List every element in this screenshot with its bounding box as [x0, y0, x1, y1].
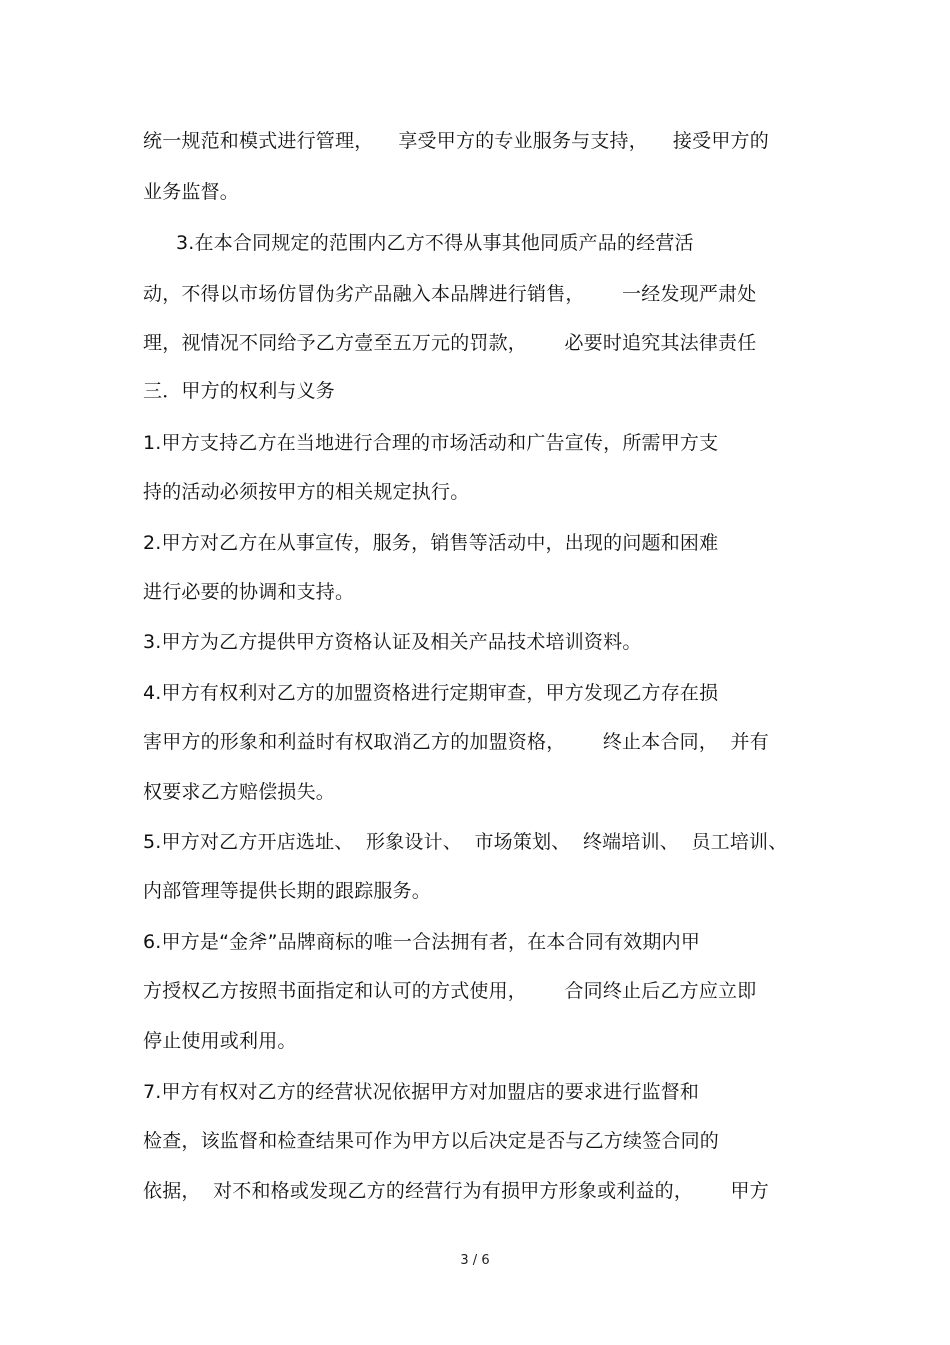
- paragraph-line: 统一规范和模式进行管理， 享受甲方的专业服务与支持， 接受甲方的: [143, 130, 769, 152]
- paragraph-line: 4.甲方有权利对乙方的加盟资格进行定期审查，甲方发现乙方存在损: [143, 682, 719, 704]
- paragraph-line: 方授权乙方按照书面指定和认可的方式使用， 合同终止后乙方应立即: [143, 980, 757, 1002]
- paragraph-line: 6.甲方是“金斧”品牌商标的唯一合法拥有者，在本合同有效期内甲: [143, 931, 701, 953]
- paragraph-line: 7.甲方有权对乙方的经营状况依据甲方对加盟店的要求进行监督和: [143, 1081, 700, 1103]
- paragraph-line: 检查，该监督和检查结果可作为甲方以后决定是否与乙方续签合同的: [143, 1130, 720, 1152]
- paragraph-line: 依据， 对不和格或发现乙方的经营行为有损甲方形象或利益的， 甲方: [143, 1180, 769, 1202]
- paragraph-line: 5.甲方对乙方开店选址、 形象设计、 市场策划、 终端培训、 员工培训、: [143, 831, 788, 853]
- paragraph-line: 动，不得以市场仿冒伪劣产品融入本品牌进行销售， 一经发现严肃处: [143, 283, 757, 305]
- paragraph-line: 停止使用或利用。: [143, 1030, 297, 1052]
- paragraph-line: 权要求乙方赔偿损失。: [143, 781, 336, 803]
- section-heading: 三．甲方的权利与义务: [143, 380, 336, 402]
- paragraph-line: 2.甲方对乙方在从事宣传，服务，销售等活动中，出现的问题和困难: [143, 532, 719, 554]
- paragraph-line: 进行必要的协调和支持。: [143, 581, 355, 603]
- page-number: 3 / 6: [460, 1253, 490, 1268]
- paragraph-line: 1.甲方支持乙方在当地进行合理的市场活动和广告宣传，所需甲方支: [143, 432, 719, 454]
- paragraph-line: 理，视情况不同给予乙方壹至五万元的罚款， 必要时追究其法律责任: [143, 332, 757, 354]
- paragraph-line: 业务监督。: [143, 181, 240, 203]
- paragraph-line: 3.甲方为乙方提供甲方资格认证及相关产品技术培训资料。: [143, 631, 642, 653]
- paragraph-line: 害甲方的形象和利益时有权取消乙方的加盟资格， 终止本合同， 并有: [143, 731, 769, 753]
- paragraph-line: 内部管理等提供长期的跟踪服务。: [143, 880, 432, 902]
- paragraph-line: 持的活动必须按甲方的相关规定执行。: [143, 481, 470, 503]
- paragraph-line: 3.在本合同规定的范围内乙方不得从事其他同质产品的经营活: [176, 232, 694, 254]
